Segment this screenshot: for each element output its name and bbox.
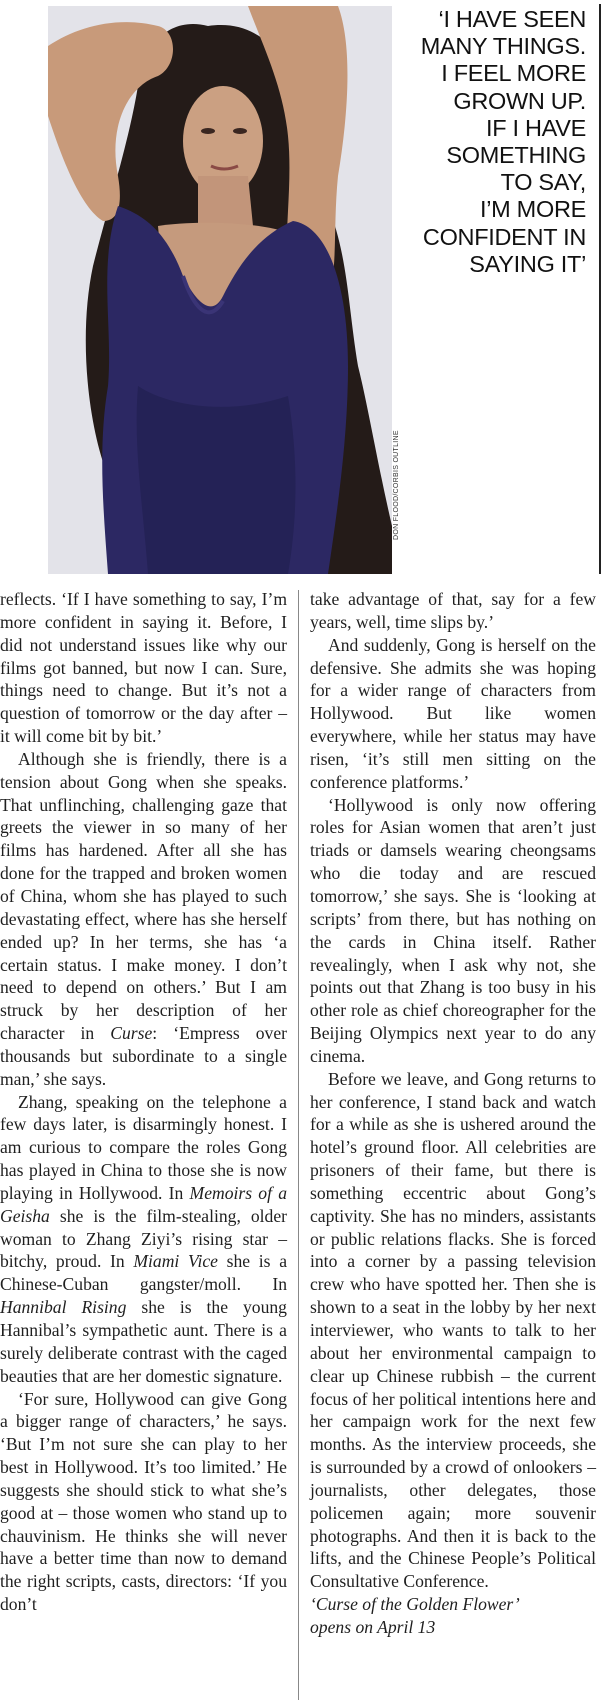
paragraph-text: Although she is friendly, there is a tension about Gong when she speaks. That unflinching, challenging gaze that greets the viewer in so many of her films has hardened. After all she has done for the trapped and broken women of China, whom she has played to such devastating effect, where has she herself ended up? In her terms, she has ‘a certain status. I make money. I don’t need to depend on others.’ But I am struck by her description of her character in: [0, 748, 287, 1044]
film-title: Memoirs of a Geisha: [0, 1182, 287, 1226]
pull-quote-line: ‘I HAVE SEEN: [438, 6, 586, 32]
article-paragraph: ‘For sure, Hollywood can give Gong a bigger range of characters,’ he says. ‘But I’m not sure she can play to her best in Hollywood. It’s too limited.’ He suggests she should stick to what she’s good at – those women who stand up to chauvinism. He thinks she will never have a better time than now to demand the right scripts, casts, directors: ‘If you don’t: [0, 1388, 287, 1615]
pull-quote-line: SAYING IT’: [469, 250, 586, 277]
pull-quote-line: TO SAY,: [500, 169, 586, 196]
article-paragraph: take advantage of that, say for a few years, well, time slips by.’: [310, 589, 596, 632]
article-column-left: [0, 588, 287, 1616]
pull-quote-line: IF I HAVE: [485, 114, 586, 141]
paragraph-text: she is a Chinese-Cuban gangster/moll. In: [0, 1251, 287, 1295]
film-title: Hannibal Rising: [0, 1297, 127, 1318]
film-title: Miami Vice: [133, 1251, 218, 1272]
film-release-caption: ‘Curse of the Golden Flower’: [310, 1594, 520, 1615]
film-release-caption: opens on April 13: [310, 1616, 436, 1637]
pull-quote-line: SOMETHING: [446, 142, 586, 169]
pull-quote-line: I FEEL MORE: [441, 60, 586, 87]
article-paragraph: reflects. ‘If I have something to say, I’m more confident in saying it. Before, I did not understand issues like why our films got banned, but now I can. Sure, things need to change. But it’s not a question of tomorrow or the day after – it will come bit by bit.’: [0, 589, 287, 747]
column-divider: [298, 590, 299, 1700]
paragraph-text: Zhang, speaking on the telephone a few days later, is disarmingly honest. I am curious to compare the roles Gong has played in China to those she is now playing in Hollywood. In: [0, 1091, 287, 1203]
portrait-illustration: [48, 6, 392, 574]
photo-credit: DON FLOOD/CORBIS OUTLINE: [393, 430, 400, 540]
article-paragraph: Before we leave, and Gong returns to her conference, I stand back and watch for a while as she is ushered around the hotel’s ground floor. All celebrities are prisoners of their fame, but there is something eccentric about Gong’s captivity. She has no minders, assistants or public relations flacks. She is forced into a corner by a passing television crew who have spotted her. Then she is shown to a seat in the lobby by her next interviewer, who wants to talk to her about her environmental campaign to clear up Chinese rubbish – the current focus of her political intentions here and her campaign work for the next few months. As the interview proceeds, she is surrounded by a crowd of onlookers – journalists, other delegates, those policemen again; more souvenir photographs. And then it is back to the lifts, and the Chinese People’s Political Consultative Conference.: [310, 1068, 596, 1592]
film-title: Curse: [110, 1023, 153, 1044]
pull-quote-line: MANY THINGS.: [420, 33, 586, 60]
pull-quote-line: I’M MORE: [480, 196, 586, 223]
pull-quote-line: CONFIDENT IN: [422, 223, 586, 250]
pull-quote-line: GROWN UP.: [453, 87, 586, 114]
article-paragraph: ‘Hollywood is only now offering roles for Asian women that aren’t just triads or damsels wearing cheongsams who die today and are rescued tomorrow,’ she says. She is ‘looking at scripts’ from there, but has nothing on the cards in China itself. Rather revealingly, when I ask why not, she points out that Zhang is too busy in his other role as chief choreographer for the Beijing Olympics next year to do any cinema.: [310, 794, 596, 1066]
paragraph-text: : ‘Empress over thousands but subordinate to a single man,’ she says.: [0, 1023, 287, 1089]
article-paragraph: [0, 1091, 287, 1388]
article-paragraph: And suddenly, Gong is herself on the defensive. She admits she was hoping for a wider range of characters from Hollywood. But like women everywhere, while her status may have risen, ‘it’s still men sitting on the conference platforms.’: [310, 634, 596, 792]
pull-quote-border: [599, 4, 601, 574]
article-column-right: [310, 588, 596, 1639]
article-paragraph: [0, 748, 287, 1091]
paragraph-text: she is the young Hannibal’s sympathetic aunt. There is a surely deliberate contrast with the caged beauties that are her domestic signature.: [0, 1297, 287, 1386]
paragraph-text: she is the film-stealing, older woman to Zhang Ziyi’s rising star – bitchy, proud. In: [0, 1205, 287, 1272]
portrait-photo: [48, 6, 392, 574]
pull-quote: [398, 6, 586, 278]
